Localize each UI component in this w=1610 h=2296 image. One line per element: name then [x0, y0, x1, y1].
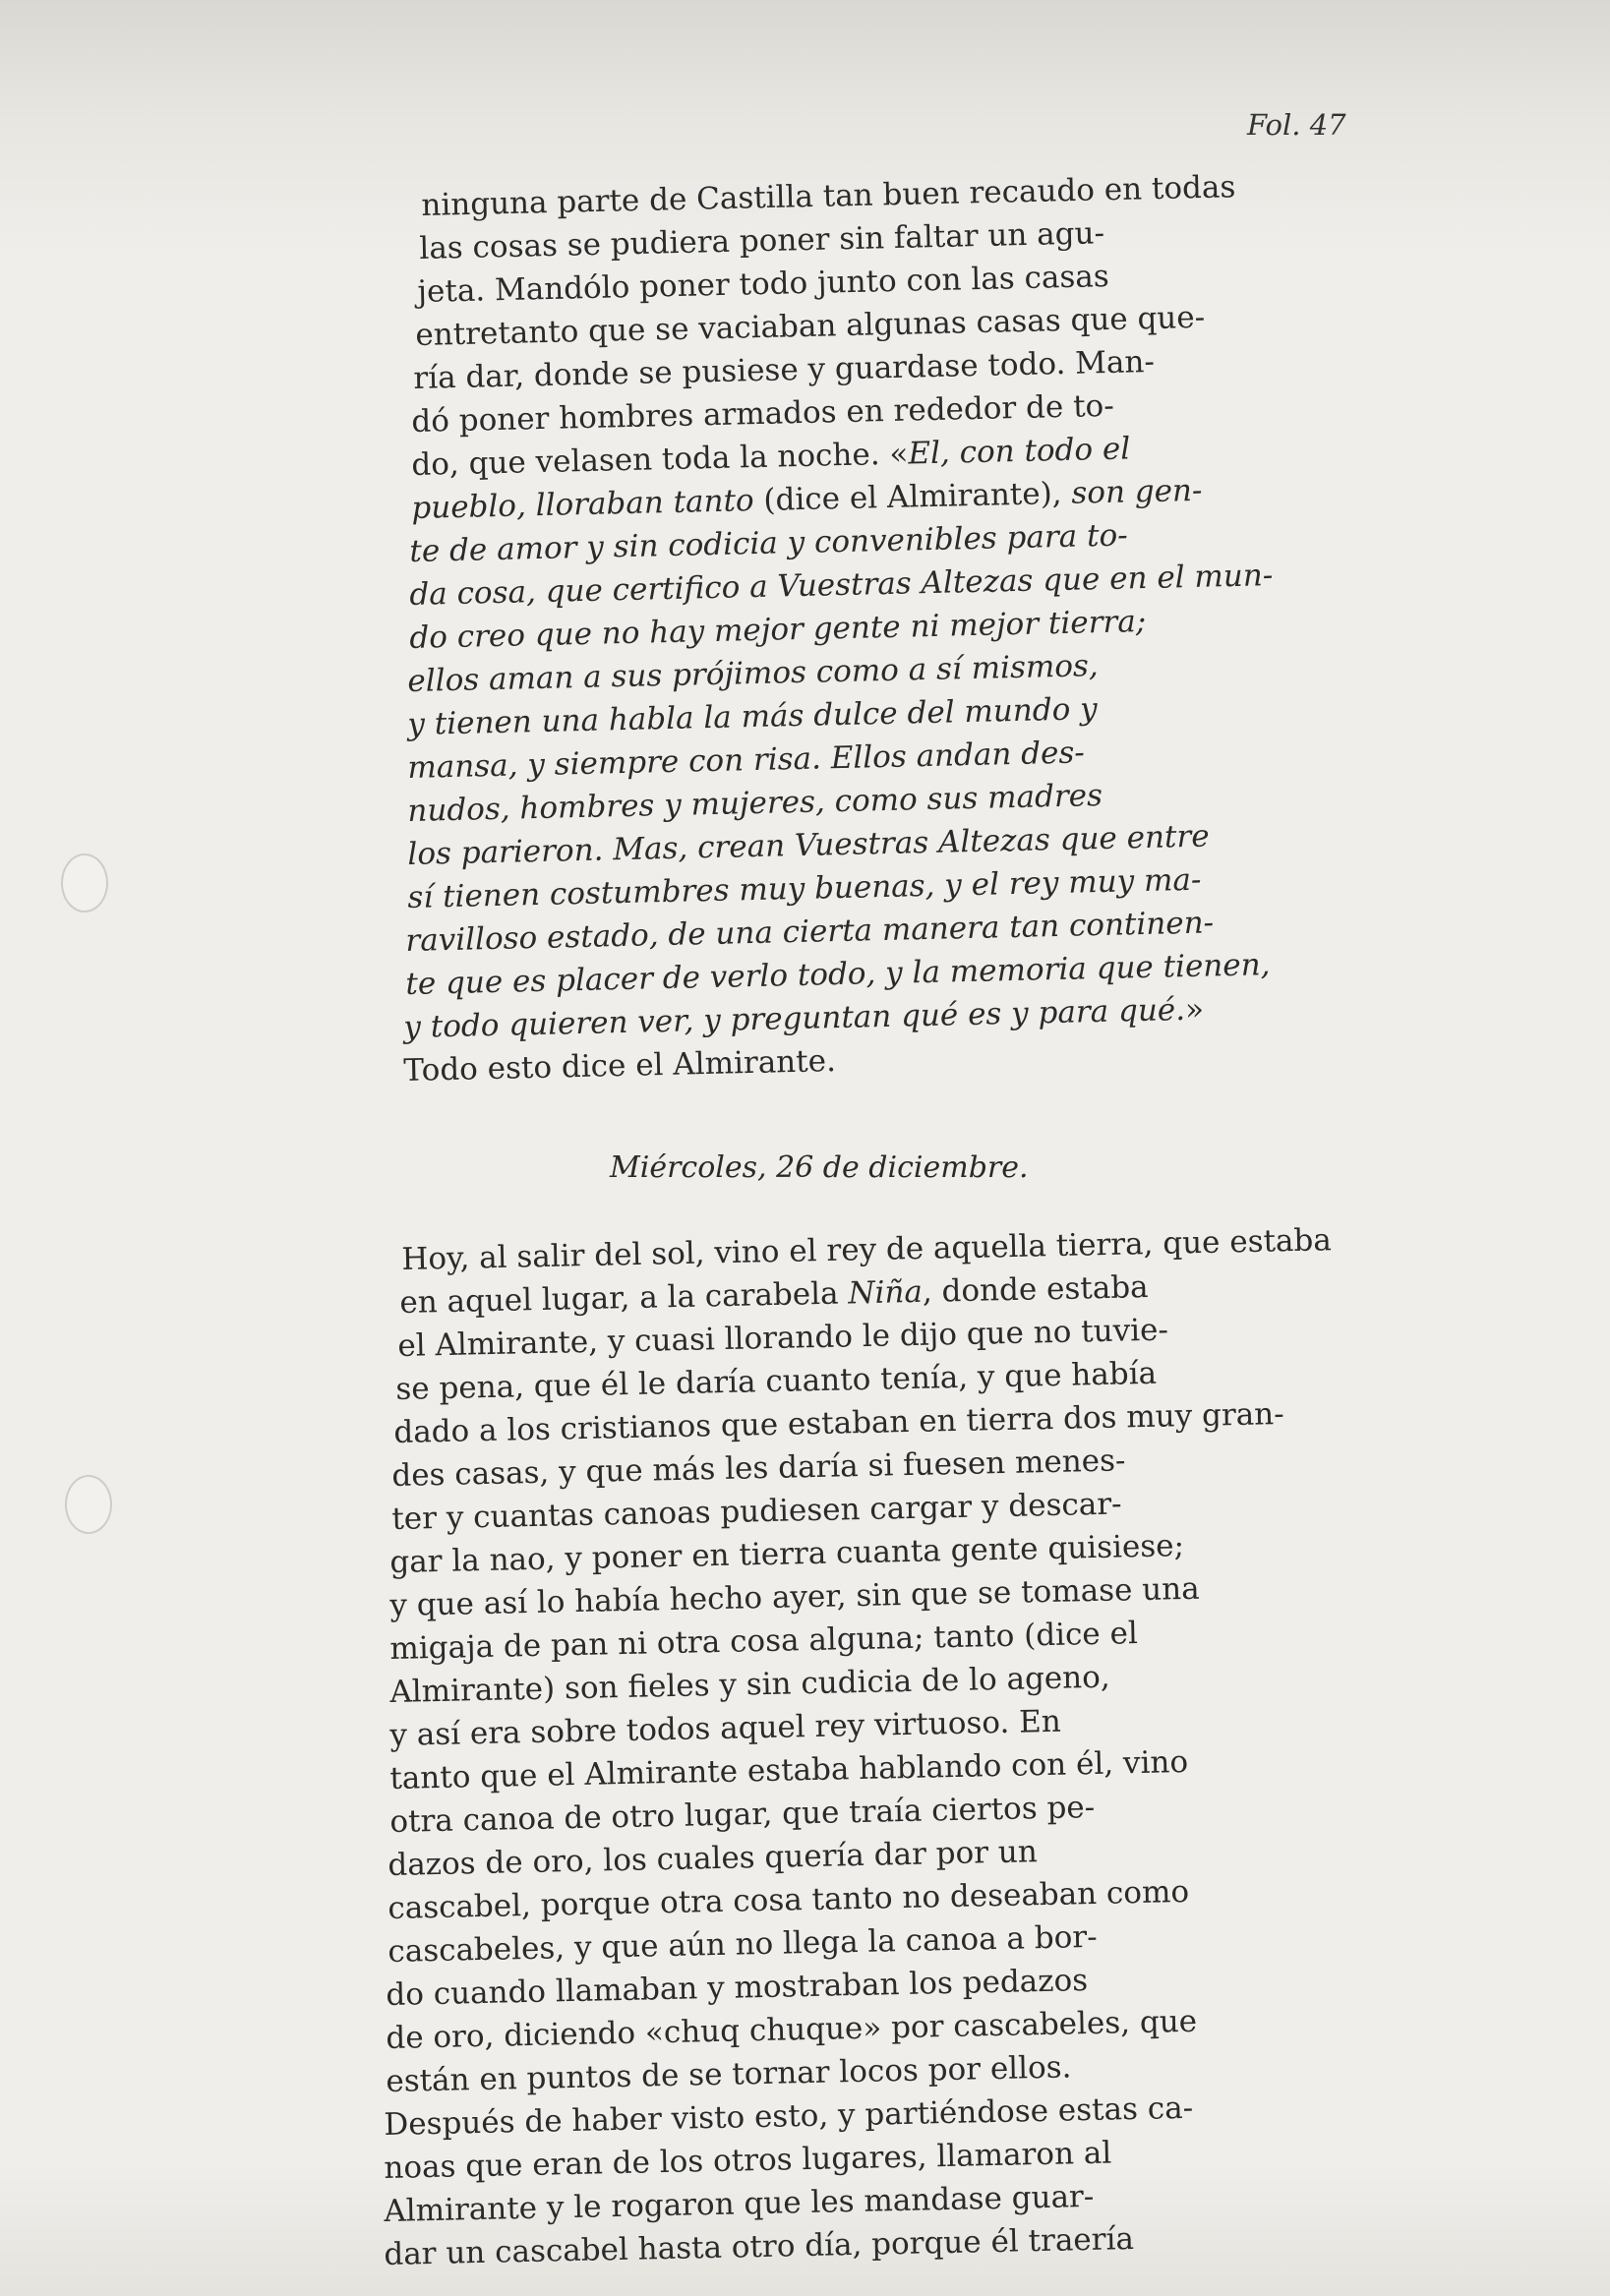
- text-run: migaja de pan ni otra cosa alguna; tanto (dice el: [389, 1616, 1139, 1667]
- text-run: entretanto que se vaciaban algunas casas que que-: [415, 299, 1206, 353]
- text-line: [388, 1833, 1038, 1884]
- text-run: dado a los cristianos que estaban en tierra dos muy gran-: [393, 1396, 1284, 1450]
- text-run: te que es placer de verlo todo, y la memoria que tienen,: [405, 947, 1271, 1002]
- text-run: ría dar, donde se pusiese y guardase todo. Man-: [413, 343, 1156, 396]
- text-run: están en puntos de se tornar locos por ellos.: [386, 2049, 1072, 2099]
- text-run: »: [1184, 991, 1205, 1028]
- date-heading: Miércoles, 26 de diciembre.: [610, 1150, 1029, 1185]
- text-run: ter y cuantas canoas pudiesen cargar y descar-: [391, 1486, 1122, 1537]
- text-line: [421, 168, 1236, 224]
- text-run: otra canoa de otro lugar, que traía ciertos pe-: [389, 1789, 1096, 1840]
- text-line: [389, 1703, 1061, 1754]
- folio-number: Fol. 47: [1247, 108, 1346, 142]
- text-line: [386, 1962, 1088, 2014]
- text-line: [401, 1221, 1332, 1278]
- text-run: ninguna parte de Castilla tan buen recaudo en todas: [421, 169, 1236, 223]
- text-run: , donde estaba: [922, 1269, 1149, 1310]
- text-run: des casas, y que más les daría si fuesen menes-: [391, 1442, 1126, 1494]
- binder-hole-bottom: [65, 1475, 112, 1534]
- text-run: noas que eran de los otros lugares, llamaron al: [384, 2135, 1112, 2186]
- text-run: do cuando llamaban y mostraban los pedazos: [386, 1963, 1089, 2013]
- text-run: y que así lo había hecho ayer, sin que se tomase una: [389, 1570, 1201, 1623]
- text-line: [384, 2178, 1095, 2230]
- binder-hole-top: [61, 854, 108, 913]
- text-run: y tienen una habla la más dulce del mundo y: [407, 691, 1099, 742]
- text-run: ellos aman a sus prójimos como a sí mismos,: [407, 648, 1100, 699]
- text-run: y así era sobre todos aquel rey virtuoso. En: [389, 1703, 1062, 1753]
- text-run: sí tienen costumbres muy buenas, y el rey muy ma-: [407, 861, 1202, 915]
- text-line: [386, 2048, 1072, 2100]
- text-run: gar la nao, y poner en tierra cuanta gente quisiese;: [389, 1528, 1185, 1580]
- text-run: Hoy, al salir del sol, vino el rey de aquella tierra, que estaba: [401, 1222, 1333, 1277]
- text-line: [388, 1918, 1098, 1971]
- text-run: Almirante y le rogaron que les mandase guar-: [384, 2178, 1095, 2229]
- text-line: [403, 1042, 836, 1089]
- text-run: en aquel lugar, a la carabela: [399, 1275, 849, 1321]
- text-run: de oro, diciendo «chuq chuque» por cascabeles, que: [386, 2003, 1198, 2056]
- text-run: cascabeles, y que aún no llega la canoa a bor-: [388, 1918, 1098, 1970]
- text-run: pueblo, lloraban tanto: [411, 483, 755, 526]
- text-run: Almirante) son fieles y sin cudicia de lo ageno,: [389, 1659, 1111, 1710]
- text-run: te de amor y sin codicia y convenibles para to-: [409, 517, 1129, 569]
- text-run: dazos de oro, los cuales quería dar por un: [388, 1834, 1039, 1883]
- text-run: y todo quieren ver, y preguntan qué es y para qué.: [403, 991, 1186, 1045]
- text-run: (dice el Almirante),: [753, 475, 1072, 519]
- text-run: El, con todo el: [907, 431, 1131, 472]
- text-run: las cosas se pudiera poner sin faltar un agu-: [419, 215, 1105, 266]
- text-run: do, que velasen toda la noche. «: [411, 436, 909, 483]
- text-line: [384, 2220, 1134, 2273]
- text-run: se pena, que él le daría cuanto tenía, y que había: [395, 1355, 1158, 1407]
- text-run: ravilloso estado, de una cierta manera tan continen-: [405, 905, 1215, 959]
- text-run: jeta. Mandólo poner todo junto con las casas: [417, 259, 1110, 310]
- text-run: Después de haber visto esto, y partiéndose estas ca-: [384, 2090, 1194, 2143]
- text-run: da cosa, que certifico a Vuestras Altezas que en el mun-: [409, 558, 1274, 613]
- text-run: Niña: [847, 1273, 924, 1312]
- text-run: dó poner hombres armados en rededor de to-: [411, 387, 1115, 440]
- text-run: el Almirante, y cuasi llorando le dijo que no tuvie-: [397, 1312, 1169, 1364]
- text-run: cascabel, porque otra cosa tanto no deseaban como: [388, 1873, 1190, 1926]
- text-run: nudos, hombres y mujeres, como sus madres: [407, 777, 1103, 829]
- text-run: los parieron. Mas, crean Vuestras Altezas que entre: [407, 818, 1210, 872]
- text-line: [389, 1789, 1096, 1841]
- text-run: do creo que no hay mejor gente ni mejor tierra;: [409, 604, 1147, 656]
- text-run: dar un cascabel hasta otro día, porque él traería: [384, 2221, 1135, 2272]
- text-run: son gen-: [1070, 472, 1203, 511]
- text-run: mansa, y siempre con risa. Ellos andan des-: [407, 735, 1086, 786]
- text-run: tanto que el Almirante estaba hablando con él, vino: [389, 1743, 1189, 1796]
- text-run: Todo esto dice el Almirante.: [403, 1043, 837, 1089]
